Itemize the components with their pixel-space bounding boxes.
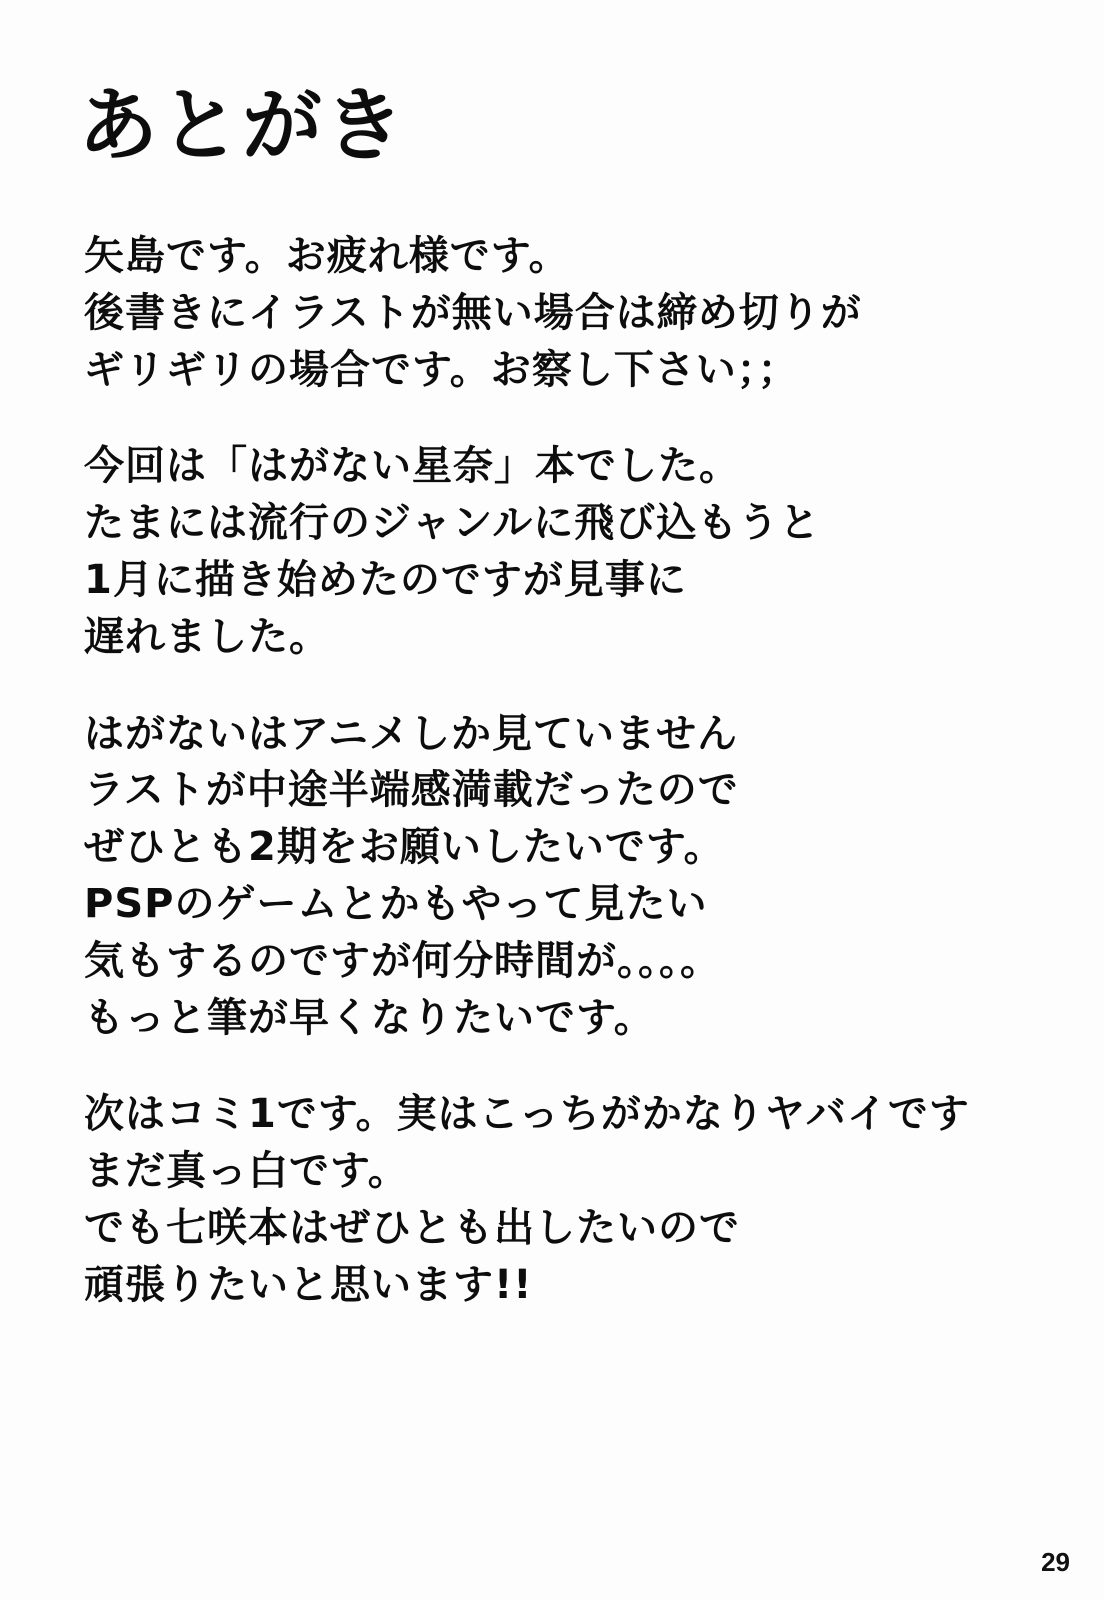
text-line: ぜひとも2期をお願いしたいです。 — [84, 824, 725, 871]
text-line: 次はコミ1です。実はこっちがかなりヤバイです — [84, 1091, 970, 1138]
text-line: 後書きにイラストが無い場合は締め切りが — [84, 289, 862, 336]
afterword-body — [84, 228, 1044, 1314]
text-line: ギリギリの場合です。お察し下さい；； — [84, 346, 799, 393]
text-line: 気もするのですが何分時間が。。。。 — [84, 937, 721, 984]
text-line: PSPのゲームとかもやって見たい — [84, 880, 708, 927]
page-title: あとがき — [78, 79, 406, 172]
text-line: 1月に描き始めたのですが見事に — [84, 556, 687, 603]
text-line: もっと筆が早くなりたいです。 — [84, 994, 655, 1041]
text-line: まだ真っ白です。 — [84, 1148, 409, 1195]
page-number: 29 — [1041, 1547, 1070, 1577]
text-line: でも七咲本はぜひとも出したいので — [84, 1204, 740, 1251]
text-line: 頑張りたいと思います!! — [84, 1261, 533, 1308]
text-line: 遅れました。 — [84, 613, 330, 660]
text-line: はがないはアニメしか見ていません — [84, 710, 738, 757]
text-line: ラストが中途半端感満載だったので — [84, 767, 739, 814]
text-line: 矢島です。お疲れ様です。 — [84, 233, 570, 279]
text-line: たまには流行のジャンルに飛び込もうと — [84, 500, 821, 547]
paragraph-next-event — [84, 1086, 1044, 1313]
paragraph-about-anime — [84, 706, 1044, 1047]
paragraph-intro — [84, 228, 1044, 398]
paragraph-about-this-book — [84, 438, 1044, 665]
text-line: 今回は「はがない星奈」本でした。 — [84, 443, 740, 490]
